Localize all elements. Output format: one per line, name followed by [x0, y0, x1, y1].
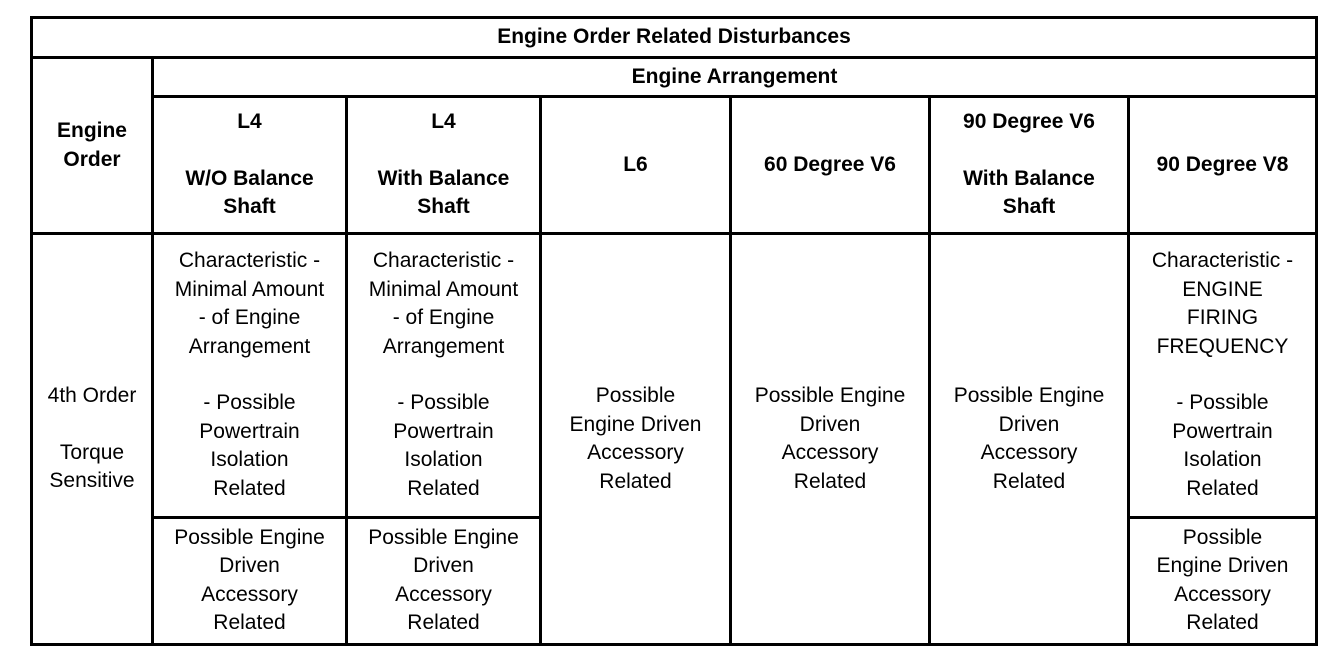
col-header-90-degree-v8: 90 Degree V8 — [1129, 96, 1317, 234]
col-header-l4-with-balance-shaft: L4 With Balance Shaft — [347, 96, 541, 234]
col-header-l6: L6 — [541, 96, 731, 234]
col-header-60-degree-v6: 60 Degree V6 — [731, 96, 930, 234]
engine-order-table — [30, 16, 1318, 646]
cell-l6: Possible Engine Driven Accessory Related — [541, 234, 731, 645]
cell-v8-bottom: Possible Engine Driven Accessory Related — [1129, 517, 1317, 644]
table-title: Engine Order Related Disturbances — [32, 18, 1317, 58]
cell-60-degree-v6: Possible Engine Driven Accessory Related — [731, 234, 930, 645]
engine-order-header: Engine Order — [32, 58, 153, 234]
cell-v8-top: Characteristic - ENGINE FIRING FREQUENCY - Possible Powertrain Isolation Related — [1129, 234, 1317, 517]
col-header-90-degree-v6: 90 Degree V6 With Balance Shaft — [930, 96, 1129, 234]
cell-l4-wo-bottom: Possible Engine Driven Accessory Related — [153, 517, 347, 644]
engine-arrangement-header: Engine Arrangement — [153, 58, 1317, 96]
order-label-4th-order: 4th Order Torque Sensitive — [32, 234, 153, 645]
cell-90-degree-v6: Possible Engine Driven Accessory Related — [930, 234, 1129, 645]
col-header-l4-wo-balance-shaft: L4 W/O Balance Shaft — [153, 96, 347, 234]
cell-l4-with-bottom: Possible Engine Driven Accessory Related — [347, 517, 541, 644]
cell-l4-with-top: Characteristic - Minimal Amount - of Engine Arrangement - Possible Powertrain Isolation Related — [347, 234, 541, 517]
cell-l4-wo-top: Characteristic - Minimal Amount - of Engine Arrangement - Possible Powertrain Isolation Related — [153, 234, 347, 517]
